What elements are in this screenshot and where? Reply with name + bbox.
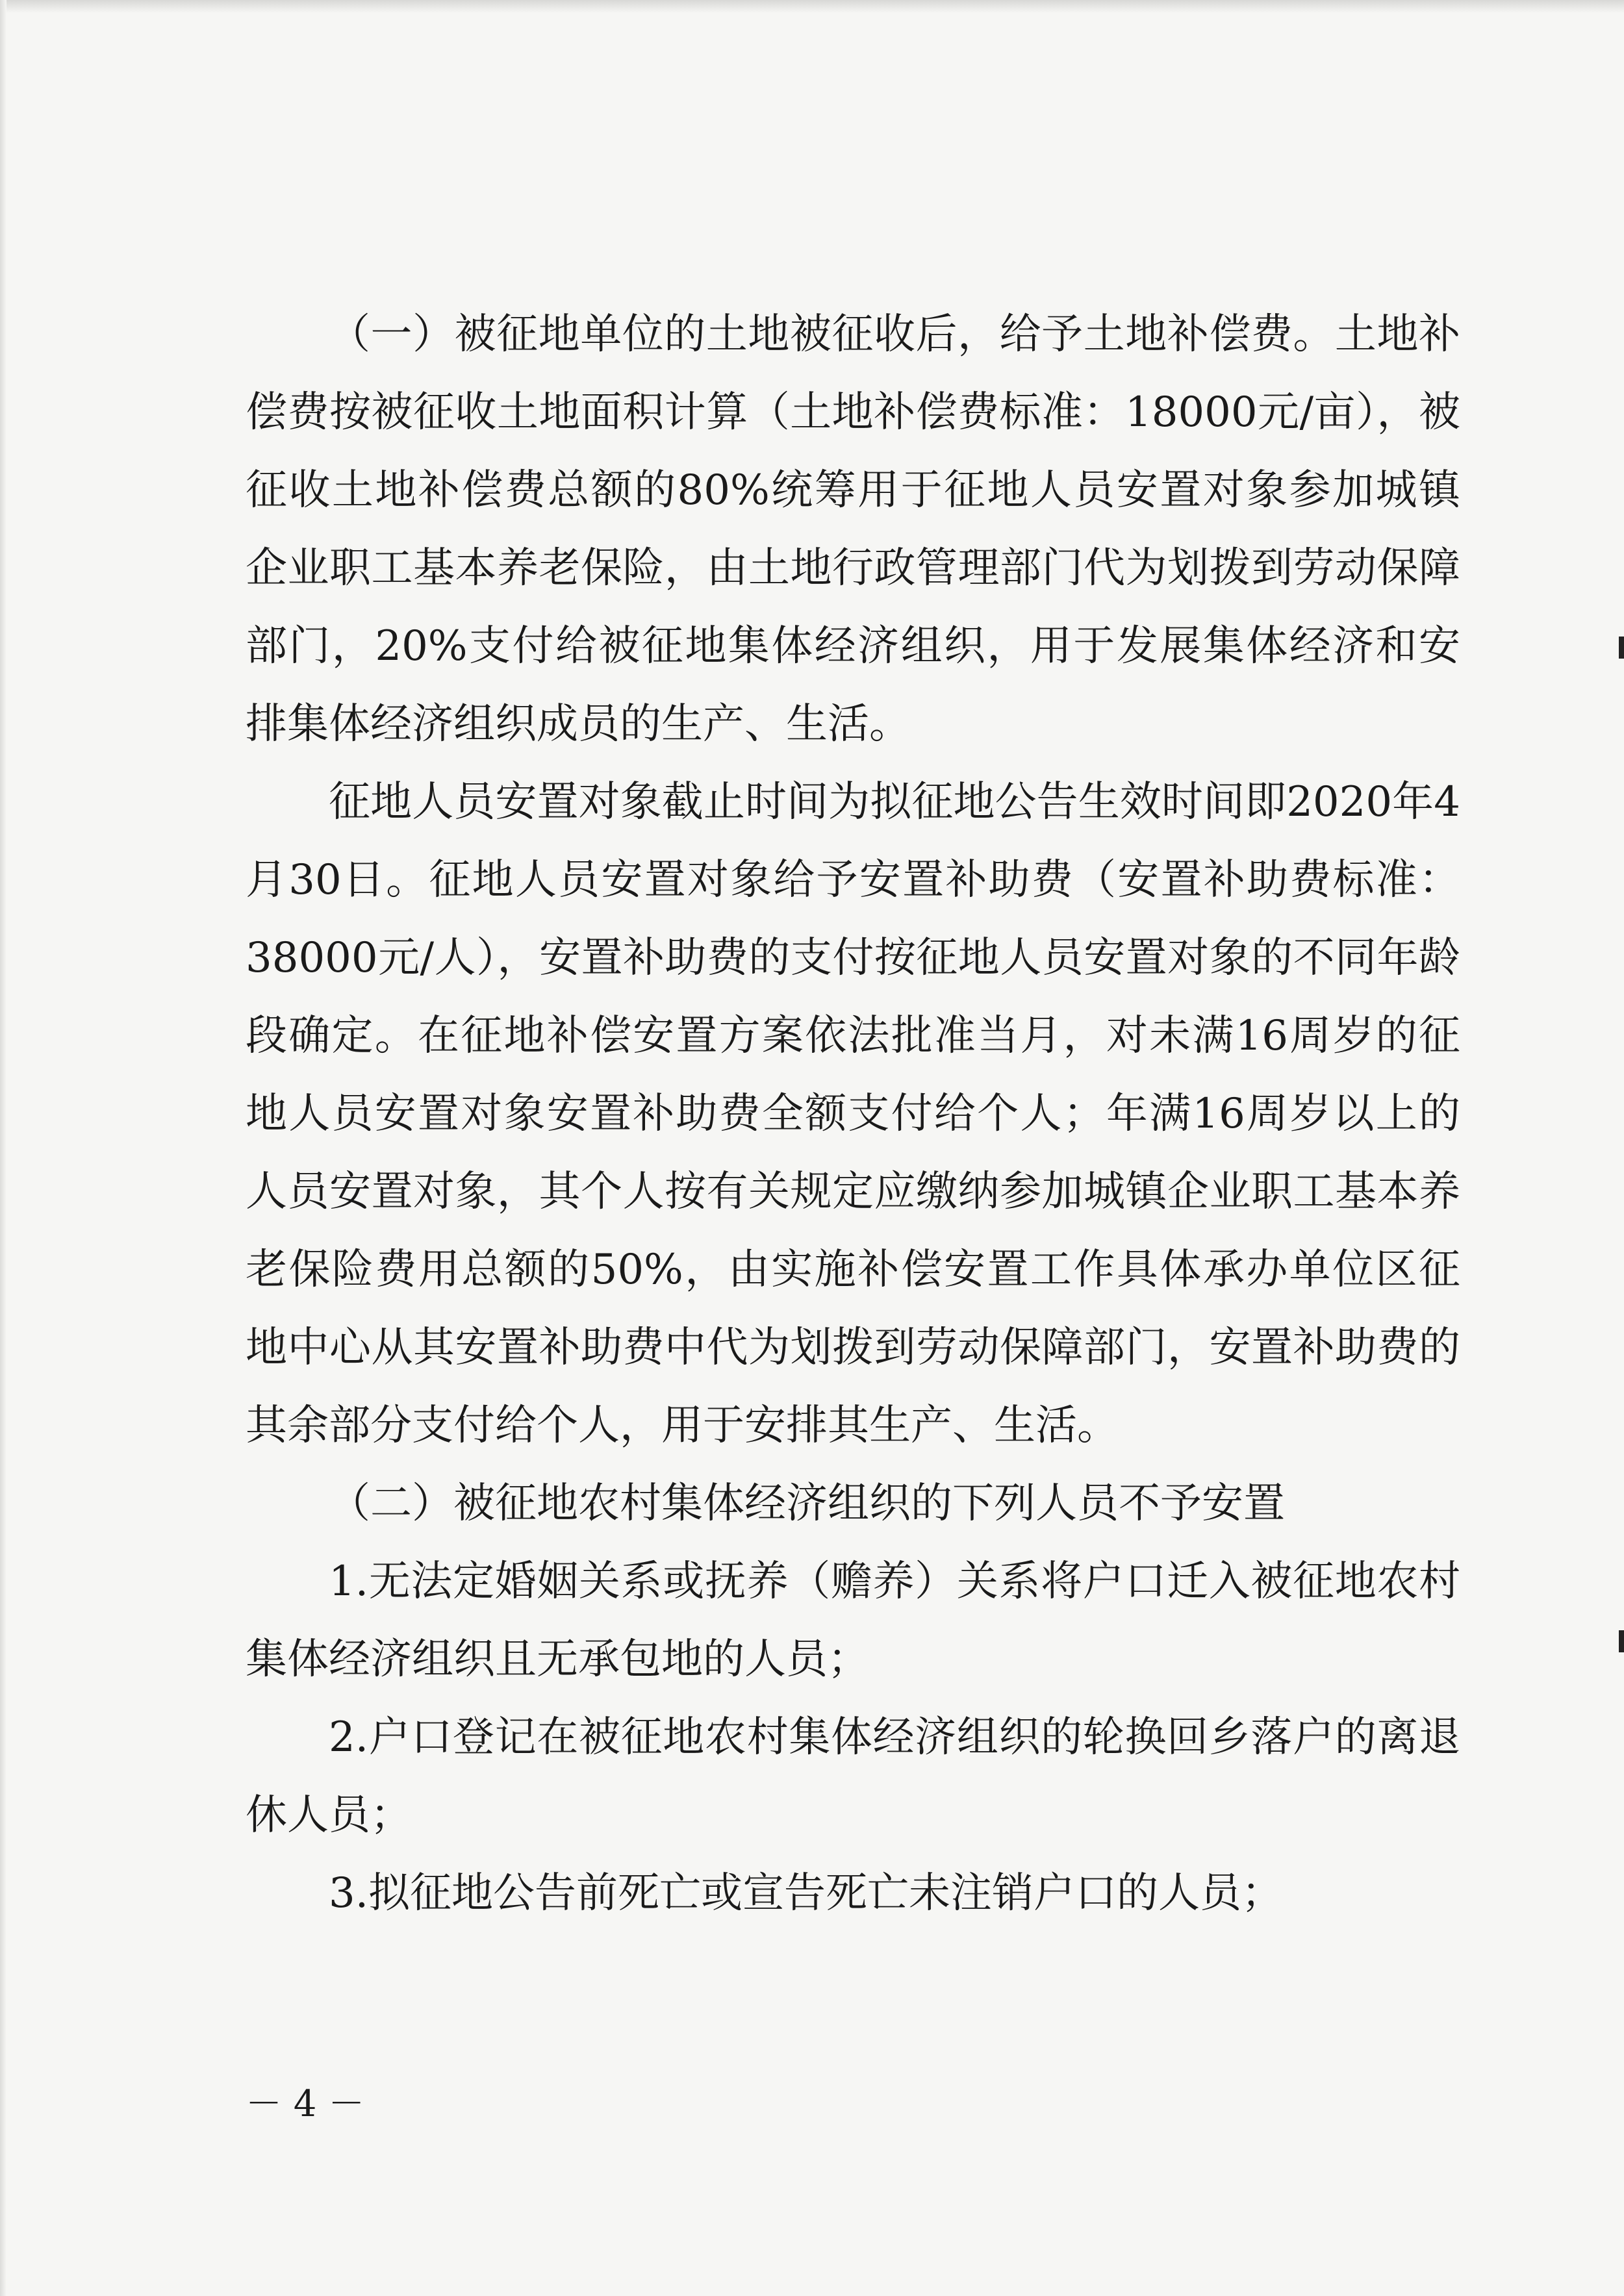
paragraph-item-3: 3.拟征地公告前死亡或宣告死亡未注销户口的人员； bbox=[329, 1869, 1284, 1917]
paragraph-item-2: 2.户口登记在被征地农村集体经济组织的轮换回乡落户的离退休人员； bbox=[246, 1713, 1460, 1839]
paragraph-section-heading: （二）被征地农村集体经济组织的下列人员不予安置 bbox=[329, 1480, 1285, 1528]
paragraph-resettlement-subsidy: 征地人员安置对象截止时间为拟征地公告生效时间即2020年4月30日。征地人员安置对象给予安置补助费（安置补助费标准：38000元/人），安置补助费的支付按征地人员安置对象的不同年龄段确定。在征地补偿安置方案依法批准当月，对未满16周岁的征地人员安置对象安置补助费全额支付给个人；年满16周岁以上的人员安置对象，其个人按有关规定应缴纳参加城镇企业职工基本养老保险费用总额的50%，由实施补偿安置工作具体承办单位区征地中心从其安置补助费中代为划拨到劳动保障部门，安置补助费的其余部分支付给个人，用于安排其生产、生活。 bbox=[246, 778, 1460, 1450]
document-body bbox=[246, 296, 1460, 1932]
paragraph-item-1: 1.无法定婚姻关系或抚养（赡养）关系将户口迁入被征地农村集体经济组织且无承包地的人员； bbox=[246, 1558, 1460, 1684]
scan-top-edge bbox=[0, 0, 1624, 13]
scan-left-edge bbox=[0, 0, 6, 2296]
page-number: － 4 － bbox=[246, 2083, 365, 2125]
paragraph-land-compensation: （一）被征地单位的土地被征收后，给予土地补偿费。土地补偿费按被征收土地面积计算（土地补偿费标准：18000元/亩），被征收土地补偿费总额的80%统筹用于征地人员安置对象参加城镇企业职工基本养老保险，由土地行政管理部门代为划拨到劳动保障部门，20%支付给被征地集体经济组织，用于发展集体经济和安排集体经济组织成员的生产、生活。 bbox=[246, 310, 1460, 748]
scan-edge-mark bbox=[1619, 637, 1624, 659]
scan-edge-mark bbox=[1619, 1630, 1624, 1652]
